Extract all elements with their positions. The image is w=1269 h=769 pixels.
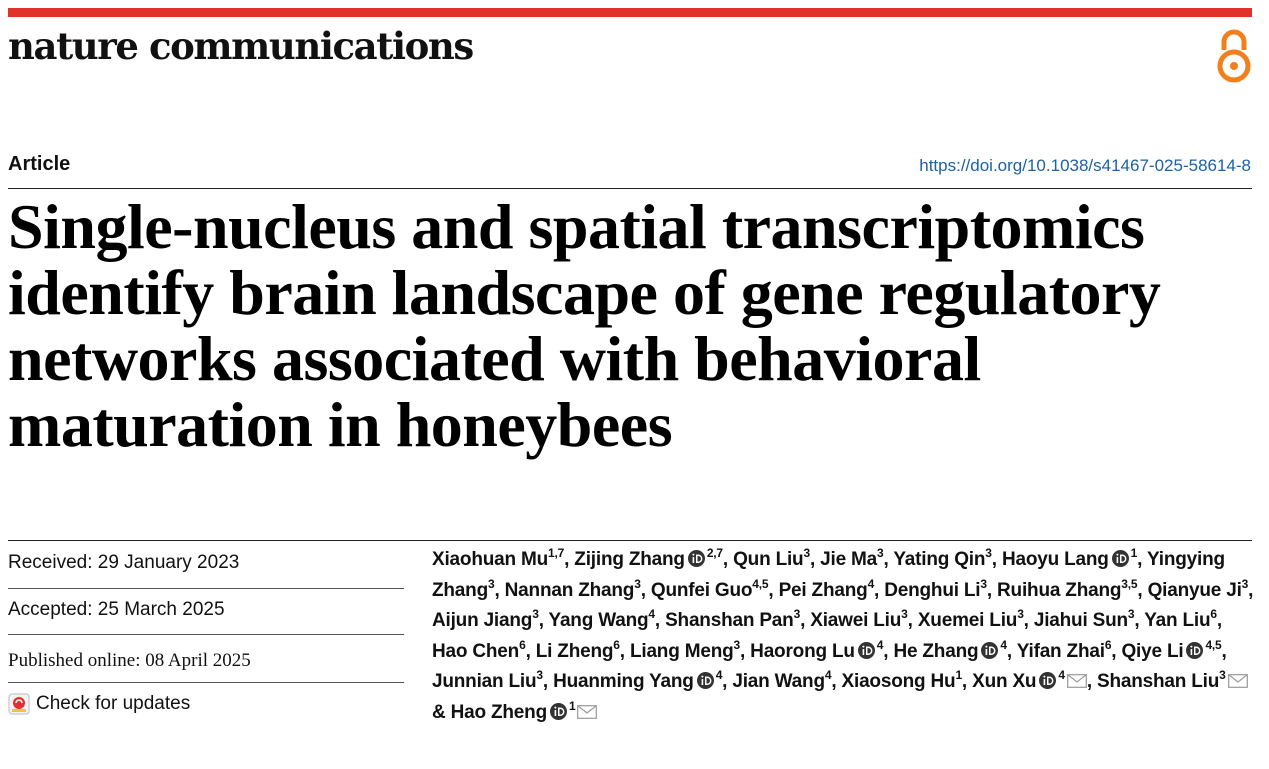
history-divider [8, 588, 404, 589]
affiliation-marker[interactable]: 1 [955, 668, 962, 683]
affiliation-marker[interactable]: 4,5 [752, 576, 769, 591]
author-name[interactable]: Huanming Yang [553, 671, 694, 693]
author-name[interactable]: Zijing Zhang [574, 549, 685, 570]
affiliation-marker[interactable]: 4,5 [1205, 637, 1222, 652]
author[interactable] [1144, 607, 1217, 632]
author-name[interactable]: Aijun Jiang [432, 610, 533, 632]
author-name[interactable]: Xiaohuan Mu [432, 549, 549, 570]
author[interactable] [884, 576, 987, 601]
affiliation-marker[interactable]: 4 [1000, 637, 1007, 652]
author[interactable] [1121, 637, 1222, 662]
author[interactable] [1033, 607, 1135, 632]
author-name[interactable]: Haorong Lu [750, 640, 855, 662]
affiliation-marker[interactable]: 2,7 [706, 546, 723, 560]
published-date: Published online: 08 April 2025 [8, 650, 251, 671]
affiliation-marker[interactable]: 4 [715, 668, 723, 683]
author-name[interactable]: Jian Wang [732, 671, 825, 693]
author[interactable] [432, 546, 565, 570]
author[interactable] [1097, 668, 1248, 693]
check-for-updates-label: Check for updates [36, 693, 191, 714]
author-name[interactable]: Liang Meng [629, 640, 734, 662]
orcid-icon[interactable] [1112, 550, 1129, 567]
author-name[interactable]: Yan Liu [1144, 610, 1211, 632]
author-name[interactable]: He Zhang [893, 640, 979, 662]
email-icon[interactable] [1067, 674, 1087, 688]
orcid-icon[interactable] [688, 550, 705, 567]
author-name[interactable]: Qiye Li [1121, 640, 1184, 662]
affiliation-marker[interactable]: 1,7 [548, 546, 565, 560]
author-name[interactable]: Shanshan Pan [665, 610, 794, 632]
author[interactable] [1016, 637, 1112, 662]
doi-link[interactable]: https://doi.org/10.1038/s41467-025-58614-8 [919, 156, 1251, 175]
author[interactable] [893, 546, 992, 570]
author-list: Xiaohuan Mu$^{1,7}$, Zijing Zhang $^{2,7}$, Qun Liu$^3$, Jie Ma$^3$, Yating Qin$^3$, Haoyu Lang $^1$, Yingying Zhang$^3$, Nannan Zhang$^3$, Qunfei Guo$^{4,5}$, Pei Zhang$^4$, Denghui Li$^3$, Ruihua Zhang$^{3,5}$, Qianyue Ji$^3$, Aijun Jiang$^3$, Yang Wang$^4$, Shanshan Pan$^3$, Xiawei Liu$^3$, Xuemei Liu$^3$, Jiahui Sun$^3$, Yan Liu$^6$, Hao Chen$^6$, Li Zheng$^6$, Liang Meng$^3$, Haorong Lu $^4$, He Zhang $^4$, Yifan Zhai$^6$, Qiye Li $^{4,5}$, Junnian Liu$^3$, Huanming Yang $^4$, Jian Wang$^4$, Xiaosong Hu$^1$, Xun Xu $^4$ , Shanshan Liu$^3$ & Hao Zheng $^1$ [432, 546, 1254, 723]
check-for-updates-icon [8, 693, 30, 715]
author[interactable] [810, 607, 908, 632]
affiliation-marker[interactable]: 3 [877, 546, 884, 560]
author-name[interactable]: Haoyu Lang [1001, 549, 1109, 570]
affiliation-marker[interactable]: 6 [1104, 637, 1112, 652]
author-name[interactable]: Ruihua Zhang [997, 579, 1122, 601]
author-name[interactable]: Yifan Zhai [1016, 640, 1105, 662]
affiliation-marker[interactable]: 4 [876, 637, 884, 652]
author[interactable] [574, 546, 723, 570]
author[interactable] [535, 637, 620, 662]
check-for-updates-button[interactable] [8, 693, 404, 715]
author[interactable] [997, 576, 1138, 601]
affiliation-marker[interactable]: 3 [532, 607, 539, 622]
author[interactable] [450, 698, 598, 723]
author[interactable] [665, 607, 801, 632]
author-name[interactable]: Denghui Li [884, 579, 981, 601]
affiliation-marker[interactable]: 3 [733, 637, 740, 652]
affiliation-marker[interactable]: 3 [1219, 668, 1226, 683]
author-name[interactable]: Xuemei Liu [917, 610, 1018, 632]
affiliation-marker[interactable]: 4 [824, 668, 832, 683]
orcid-icon[interactable] [981, 642, 998, 659]
affiliation-marker[interactable]: 3 [536, 668, 543, 683]
received-date: Received: 29 January 2023 [8, 552, 240, 573]
author-name[interactable]: Li Zheng [535, 640, 614, 662]
affiliation-marker[interactable]: 3 [1241, 576, 1249, 591]
author[interactable] [1001, 546, 1138, 570]
affiliation-marker[interactable]: 3 [634, 576, 641, 591]
author-name[interactable]: Shanshan Liu [1097, 671, 1220, 693]
affiliation-marker[interactable]: 1 [1130, 546, 1138, 560]
article-type: Article [8, 153, 71, 175]
author[interactable] [893, 637, 1007, 662]
affiliation-marker[interactable]: 3,5 [1121, 576, 1138, 591]
affiliation-marker[interactable]: 3 [793, 607, 801, 622]
affiliation-marker[interactable]: 3 [1127, 607, 1135, 622]
author[interactable] [432, 607, 539, 632]
author-name[interactable]: Junnian Liu [432, 671, 537, 693]
affiliation-marker[interactable]: 3 [1017, 607, 1024, 622]
author-name[interactable]: Jie Ma [820, 549, 878, 570]
author-name[interactable]: Yang Wang [548, 610, 649, 632]
author[interactable] [432, 668, 543, 693]
author-name[interactable]: Qianyue Ji [1147, 579, 1242, 601]
author[interactable] [548, 607, 655, 632]
author[interactable] [820, 546, 884, 570]
author[interactable] [732, 668, 832, 693]
author[interactable] [733, 546, 810, 570]
author-name[interactable]: Hao Chen [432, 640, 520, 662]
affiliation-marker[interactable]: 3 [980, 576, 987, 591]
author-name[interactable]: Yingying Zhang [432, 549, 1225, 601]
affiliation-marker[interactable]: 6 [519, 637, 526, 652]
author[interactable] [650, 576, 769, 601]
author-name[interactable]: Qunfei Guo [650, 579, 753, 601]
author-name[interactable]: Hao Zheng [450, 701, 547, 723]
history-divider [8, 682, 404, 683]
email-icon[interactable] [577, 705, 597, 719]
orcid-icon[interactable] [1039, 672, 1056, 689]
author-name[interactable]: Pei Zhang [778, 579, 868, 601]
article-title: Single-nucleus and spatial transcriptomics identify brain landscape of gene regulatory networks associated with behavioral maturation in honeybees [8, 191, 1161, 460]
affiliation-marker[interactable]: 3 [901, 607, 908, 622]
author[interactable] [553, 668, 723, 693]
orcid-icon[interactable] [550, 703, 567, 720]
affiliation-marker[interactable]: 6 [613, 637, 620, 652]
affiliation-marker[interactable]: 6 [1210, 607, 1217, 622]
author-name[interactable]: Yating Qin [893, 549, 986, 570]
orcid-icon[interactable] [858, 642, 875, 659]
journal-name[interactable]: nature communications [8, 24, 473, 68]
affiliation-marker[interactable]: 4 [648, 607, 655, 622]
author[interactable] [1147, 576, 1249, 601]
author-name[interactable]: Nannan Zhang [504, 579, 635, 601]
orcid-icon[interactable] [697, 672, 714, 689]
author[interactable] [778, 576, 875, 601]
history-divider [8, 634, 404, 635]
orcid-icon[interactable] [1186, 642, 1203, 659]
affiliation-marker[interactable]: 3 [803, 546, 810, 560]
author[interactable] [917, 607, 1024, 632]
open-access-icon [1214, 26, 1254, 84]
journal-accent-bar [8, 8, 1252, 17]
author[interactable] [750, 637, 884, 662]
author-name[interactable]: Jiahui Sun [1033, 610, 1128, 632]
author[interactable] [841, 668, 962, 693]
author-name[interactable]: Qun Liu [733, 549, 804, 570]
affiliation-marker[interactable]: 4 [1058, 668, 1065, 683]
author[interactable] [629, 637, 740, 662]
title-divider [8, 540, 1252, 541]
author[interactable] [972, 668, 1087, 693]
author-name[interactable]: Xiawei Liu [810, 610, 902, 632]
author[interactable] [432, 637, 526, 662]
affiliation-marker[interactable]: 3 [488, 576, 495, 591]
author-name[interactable]: Xun Xu [972, 671, 1037, 693]
author-name[interactable]: Xiaosong Hu [841, 671, 956, 693]
accepted-date: Accepted: 25 March 2025 [8, 599, 225, 620]
email-icon[interactable] [1228, 674, 1248, 688]
author[interactable] [504, 576, 641, 601]
affiliation-marker[interactable]: 3 [985, 546, 992, 560]
header-divider [8, 188, 1252, 189]
affiliation-marker[interactable]: 1 [568, 698, 576, 713]
affiliation-marker[interactable]: 4 [867, 576, 875, 591]
